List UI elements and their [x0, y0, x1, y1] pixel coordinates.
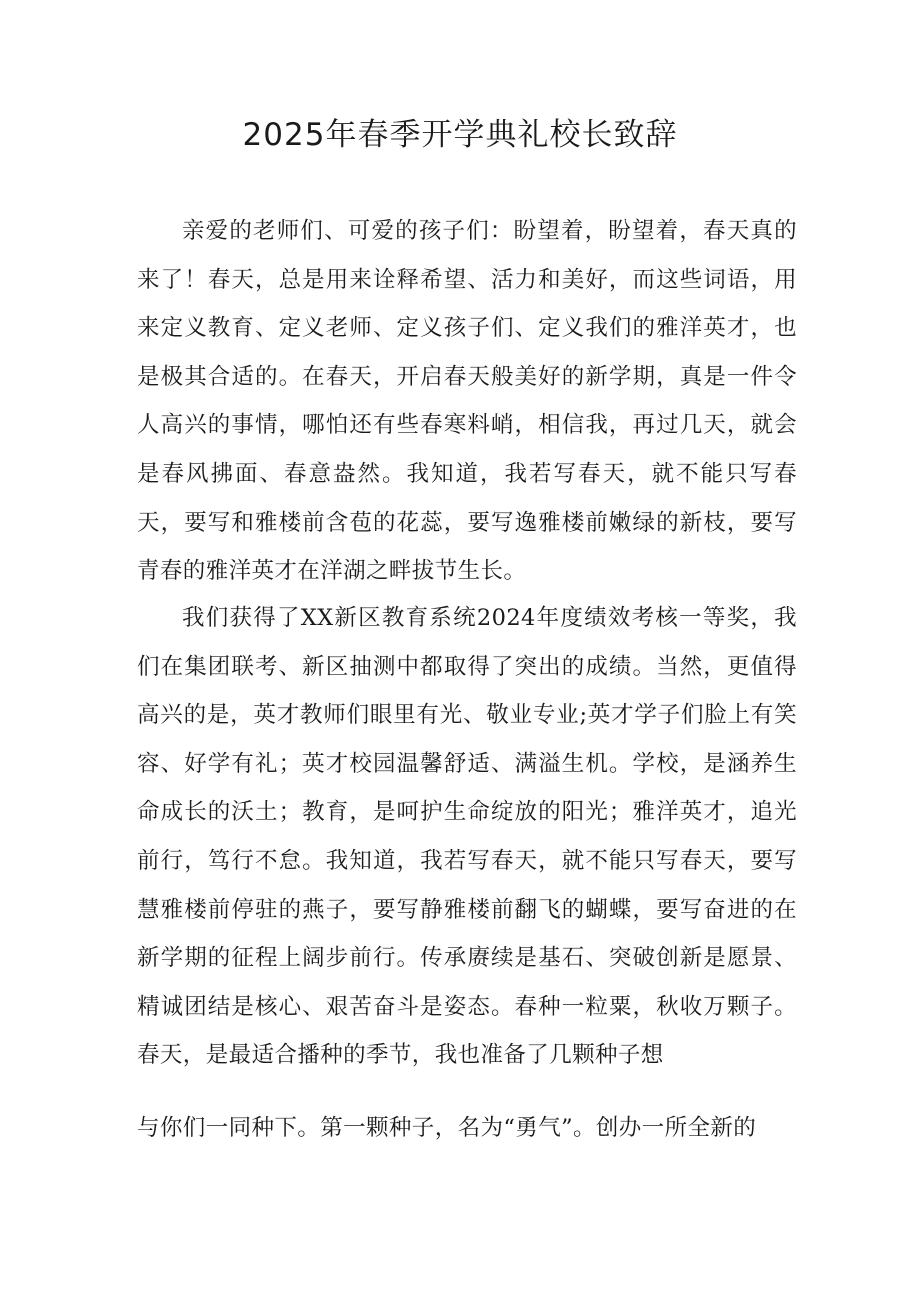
document-title: 2025年春季开学典礼校长致辞: [242, 117, 678, 153]
paragraph-greeting: 亲爱的老师们、可爱的孩子们：盼望着，盼望着，春天真的来了！春天，总是用来诠释希望、活力和美好，而这些词语，用来定义教育、定义老师、定义孩子们、定义我们的雅洋英才，也是极其合适的。在春天，开启春天般美好的新学期，真是一件令人高兴的事情，哪怕还有些春寒料峭，相信我，再过几天，就会是春风拂面、春意盎然。我知道，我若写春天，就不能只写春天，要写和雅楼前含苞的花蕊，要写逸雅楼前嫩绿的新枝，要写青春的雅洋英才在洋湖之畔拔节生长。: [137, 218, 797, 585]
paragraph-achievements: 我们获得了XX新区教育系统2024年度绩效考核一等奖，我们在集团联考、新区抽测中都取得了突出的成绩。当然，更值得高兴的是，英才教师们眼里有光、敬业专业;英才学子们脸上有笑容、好学有礼；英才校园温馨舒适、满溢生机。学校，是涵养生命成长的沃土；教育，是呵护生命绽放的阳光；雅洋英才，追光前行，笃行不怠。我知道，我若写春天，就不能只写春天，要写慧雅楼前停驻的燕子，要写静雅楼前翻飞的蝴蝶，要写奋进的在新学期的征程上阔步前行。传承赓续是基石、突破创新是愿景、精诚团结是核心、艰苦奋斗是姿态。春种一粒粟，秋收万颗子。春天，是最适合播种的季节，我也准备了几颗种子想: [137, 605, 797, 1069]
paragraph-seeds: 与你们一同种下。第一颗种子，名为“勇气”。创办一所全新的: [137, 1115, 757, 1141]
